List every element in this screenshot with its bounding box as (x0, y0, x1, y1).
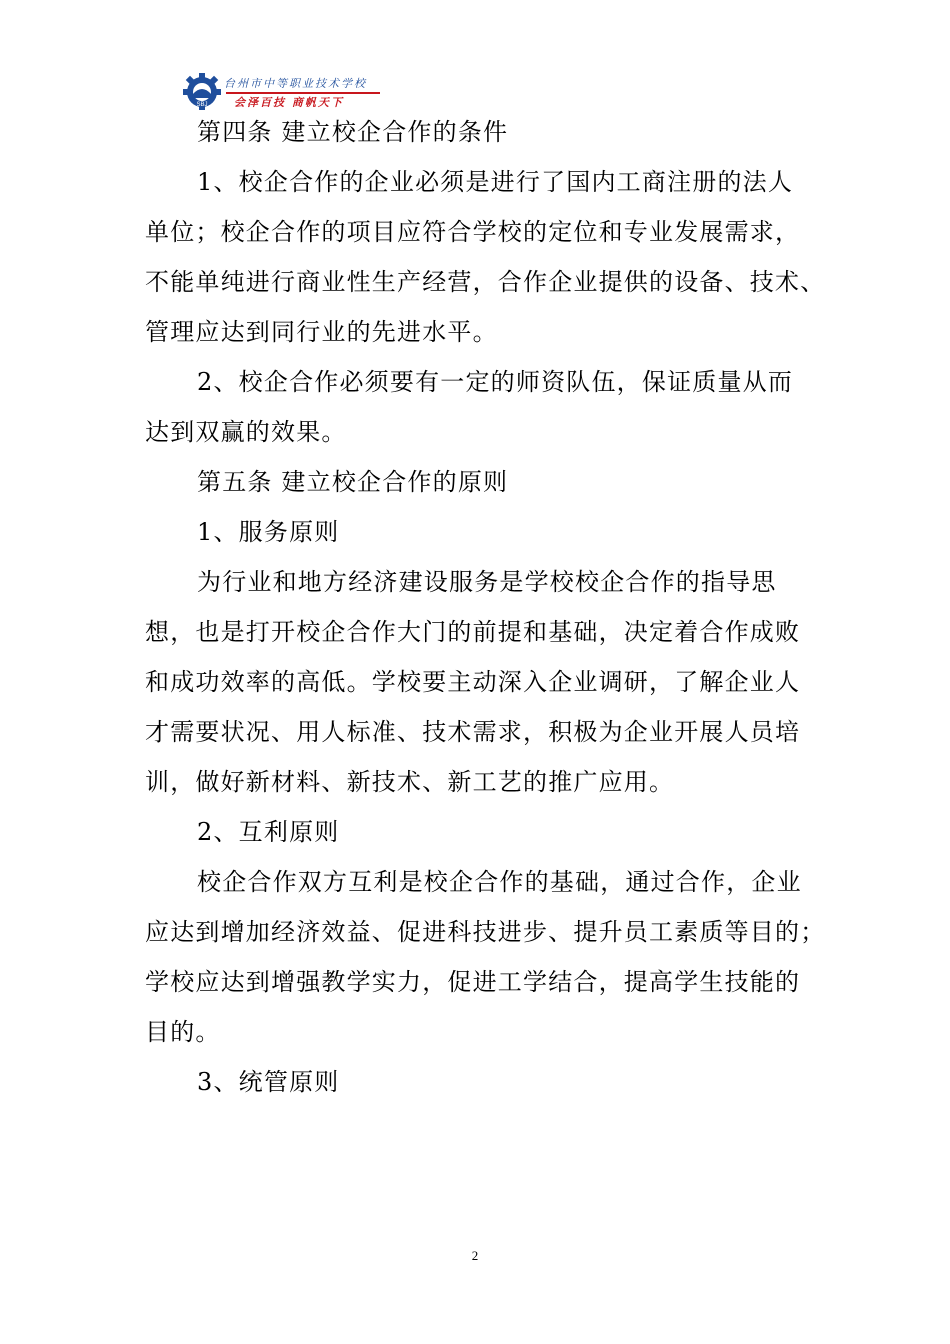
paragraph-line: 管理应达到同行业的先进水平。 (145, 318, 498, 346)
section-heading-4: 第四条 建立校企合作的条件 (197, 118, 509, 146)
paragraph-line: 才需要状况、用人标准、技术需求，积极为企业开展人员培 (145, 718, 801, 746)
paragraph-line: 训，做好新材料、新技术、新工艺的推广应用。 (145, 768, 675, 796)
paragraph-line: 和成功效率的高低。学校要主动深入企业调研，了解企业人 (145, 668, 801, 696)
paragraph-line: 2、校企合作必须要有一定的师资队伍，保证质量从而 (197, 368, 794, 396)
paragraph-line: 学校应达到增强教学实力，促进工学结合，提高学生技能的 (145, 968, 801, 996)
paragraph-line: 应达到增加经济效益、促进科技进步、提升员工素质等目的； (145, 918, 826, 946)
logo-badge-text: SBJ (196, 102, 208, 108)
paragraph-line: 1、校企合作的企业必须是进行了国内工商注册的法人 (197, 168, 794, 196)
subheading-unified-management: 3、统管原则 (197, 1068, 340, 1096)
logo-school-name: 台州市中等职业技术学校 (224, 77, 367, 90)
paragraph-line: 想，也是打开校企合作大门的前提和基础，决定着合作成败 (145, 618, 801, 646)
section-heading-5: 第五条 建立校企合作的原则 (197, 468, 509, 496)
page-number: 2 (471, 1248, 479, 1263)
paragraph-line: 不能单纯进行商业性生产经营，合作企业提供的设备、技术、 (145, 268, 826, 296)
subheading-mutual-benefit: 2、互利原则 (197, 818, 340, 846)
logo-slogan: 会泽百技 商帆天下 (234, 96, 344, 109)
school-logo (182, 70, 382, 110)
paragraph-line: 单位；校企合作的项目应符合学校的定位和专业发展需求， (145, 218, 801, 246)
paragraph-line: 为行业和地方经济建设服务是学校校企合作的指导思 (197, 568, 777, 596)
paragraph-line: 目的。 (145, 1018, 221, 1046)
subheading-service: 1、服务原则 (197, 518, 340, 546)
logo-graphic (182, 70, 382, 110)
paragraph-line: 达到双赢的效果。 (145, 418, 347, 446)
paragraph-line: 校企合作双方互利是校企合作的基础，通过合作，企业 (197, 868, 802, 896)
